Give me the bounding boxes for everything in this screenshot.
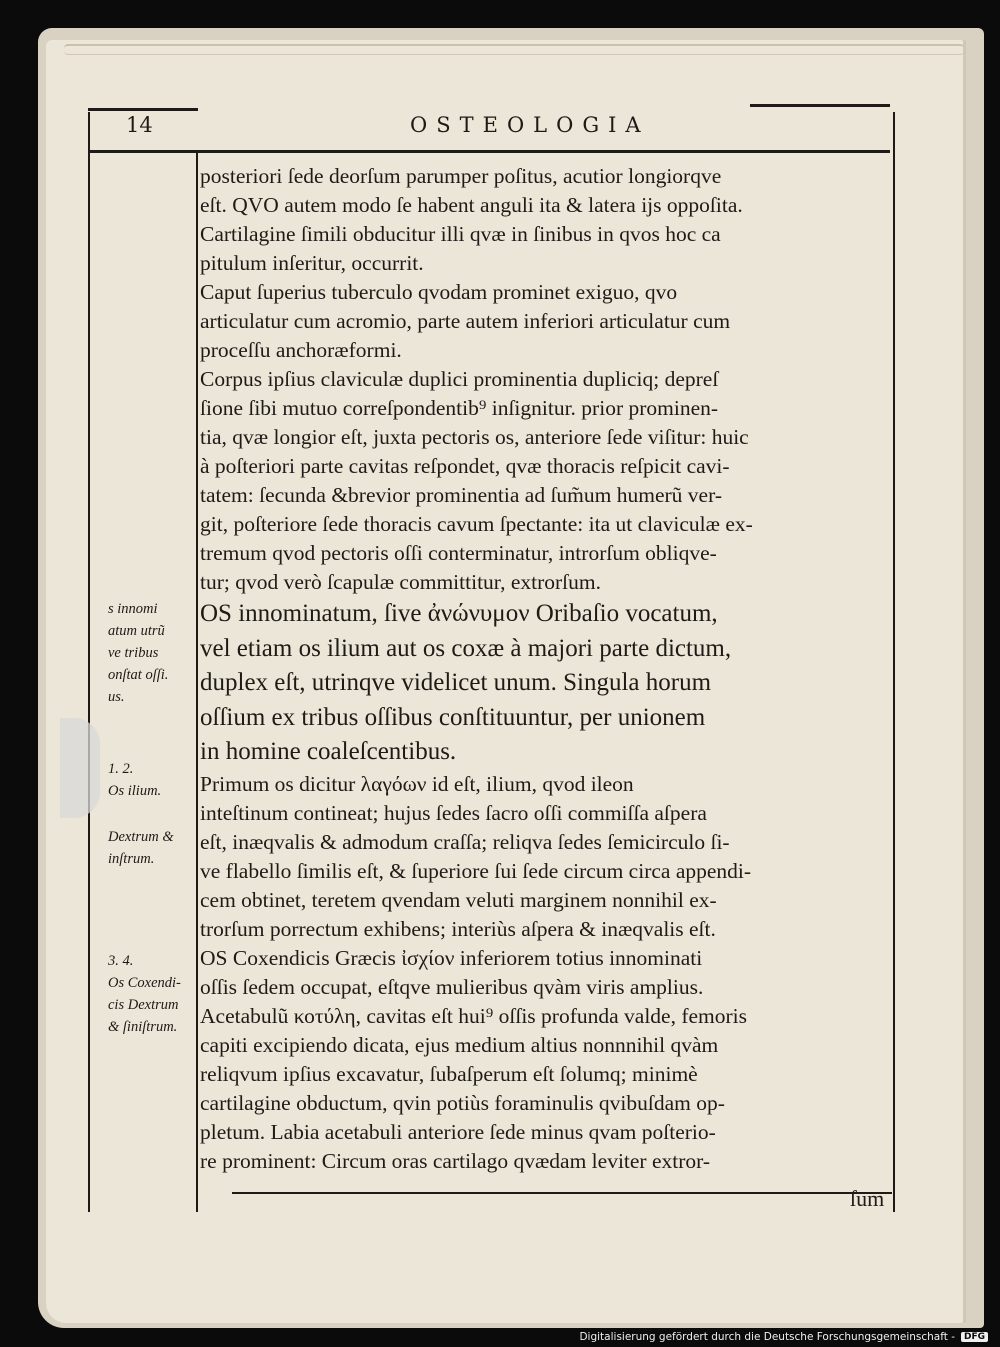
footer-text: Digitalisierung gefördert durch die Deutsche Forschungsgemeinschaft - — [579, 1331, 955, 1343]
margin-note-line: onſtat oſſi. — [108, 667, 169, 683]
margin-note-line: 3. 4. — [108, 953, 134, 969]
text-line: pletum. Labia acetabuli anteriore ſede minus qvam poſterio- — [200, 1119, 716, 1144]
margin-note-line: cis Dextrum — [108, 997, 179, 1013]
text-line: Caput ſuperius tuberculo qvodam prominet exiguo, qvo — [200, 280, 678, 304]
text-line: Cartilagine ſimili obducitur illi qvæ in ſinibus in qvos hoc ca — [200, 222, 721, 246]
text-line: articulatur cum acromio, parte autem inferiori articulatur cum — [200, 309, 731, 333]
main-text — [200, 162, 890, 1176]
page-edges — [64, 44, 964, 55]
margin-note-line: atum utrũ — [108, 623, 165, 639]
margin-note-line: Dextrum & — [108, 829, 174, 845]
margin-rule-left — [88, 112, 90, 1212]
footer-rule — [232, 1192, 892, 1194]
text-line: git, poſteriore ſede thoracis cavum ſpectante: ita ut claviculæ ex- — [200, 512, 753, 536]
margin-note-line: inſtrum. — [108, 851, 155, 867]
catchword: ſum — [850, 1186, 885, 1211]
text-line: re prominent: Circum oras cartilago qvædam leviter extror- — [200, 1148, 711, 1173]
text-line: cartilagine obductum, qvin potiùs foraminulis qvibuſdam op- — [200, 1090, 725, 1115]
margin-note-line: Os ilium. — [108, 783, 162, 799]
header-rule-left — [88, 108, 198, 111]
text-line: tia, qvæ longior eſt, juxta pectoris os, anteriore ſede viſitur: huic — [200, 425, 749, 449]
text-line: capiti excipiendo dicata, ejus medium altius nonnnihil qvàm — [200, 1032, 719, 1057]
margin-note-line: us. — [108, 689, 125, 705]
text-line: Acetabulũ κοτύλη, cavitas eſt hui⁹ oſſis profunda valde, femoris — [200, 1003, 748, 1028]
text-line: trorſum porrectum exhibens; interiùs aſpera & inæqvalis eſt. — [200, 916, 716, 941]
text-line: in homine coaleſcentibus. — [200, 738, 457, 765]
margin-note — [108, 826, 208, 870]
text-line: vel etiam os ilium aut os coxæ à majori parte dictum, — [200, 634, 732, 662]
text-line: Primum os dicitur λαγόων id eſt, ilium, qvod ileon — [200, 771, 634, 796]
text-line: tremum qvod pectoris oſſi conterminatur, introrſum obliqve- — [200, 541, 717, 565]
header-rule-right — [750, 104, 890, 107]
margin-note-line: 1. 2. — [108, 761, 134, 777]
page-clip — [60, 718, 100, 818]
running-title: OSTEOLOGIA — [410, 113, 650, 137]
text-line: OS innominatum, ſive ἀνώνυμον Oribaſio vocatum, — [200, 600, 718, 627]
text-line: OS Coxendicis Græcis ἰσχίον inferiorem totius innominati — [200, 945, 703, 970]
page-number: 14 — [126, 113, 153, 137]
margin-note-line: & ſiniſtrum. — [108, 1019, 178, 1035]
dfg-logo-icon: DFG — [961, 1332, 988, 1342]
margin-note — [108, 950, 208, 1038]
margin-note-line: s innomi — [108, 601, 158, 617]
text-line: inteſtinum contineat; hujus ſedes ſacro oſſi commiſſa aſpera — [200, 800, 707, 825]
margin-note — [108, 598, 208, 708]
text-line: Corpus ipſius claviculæ duplici prominentia dupliciq; depreſ — [200, 367, 719, 391]
text-line: eſt. QVO autem modo ſe habent anguli ita & latera ijs oppoſita. — [200, 193, 743, 217]
text-line: ſione ſibi mutuo correſpondentib⁹ inſignitur. prior prominen- — [200, 396, 719, 420]
text-line: oſſis ſedem occupat, eſtqve mulieribus qvàm viris amplius. — [200, 974, 704, 999]
text-line: cem obtinet, teretem qvendam veluti marginem nonnihil ex- — [200, 887, 717, 912]
text-line: tur; qvod verò ſcapulæ committitur, extrorſum. — [200, 570, 601, 594]
text-line: duplex eſt, utrinqve videlicet unum. Singula horum — [200, 669, 712, 696]
text-line: proceſſu anchoræformi. — [200, 338, 402, 362]
margin-note-line: ve tribus — [108, 645, 159, 661]
text-line: à poſteriori parte cavitas reſpondet, qvæ thoracis reſpicit cavi- — [200, 454, 730, 478]
margin-note-line: Os Coxendi- — [108, 975, 181, 991]
column-rule-right — [893, 112, 895, 1212]
digitization-footer — [579, 1331, 988, 1343]
text-line: oſſium ex tribus oſſibus conſtituuntur, per unionem — [200, 703, 706, 731]
text-line: eſt, inæqvalis & admodum craſſa; reliqva ſedes ſemicirculo ſi- — [200, 829, 730, 854]
text-line: tatem: ſecunda &brevior prominentia ad ſum̃um humerũ ver- — [200, 483, 722, 507]
text-line: pitulum inſeritur, occurrit. — [200, 251, 424, 275]
margin-note — [108, 758, 208, 802]
text-line: ve flabello ſimilis eſt, & ſuperiore ſui ſede circum circa appendi- — [200, 858, 752, 883]
header-rule-bottom — [90, 150, 890, 153]
text-line: reliqvum ipſius excavatur, ſubaſperum eſt ſolumq; minimè — [200, 1061, 698, 1086]
text-line: posteriori ſede deorſum parumper poſitus, acutior longiorqve — [200, 164, 722, 188]
